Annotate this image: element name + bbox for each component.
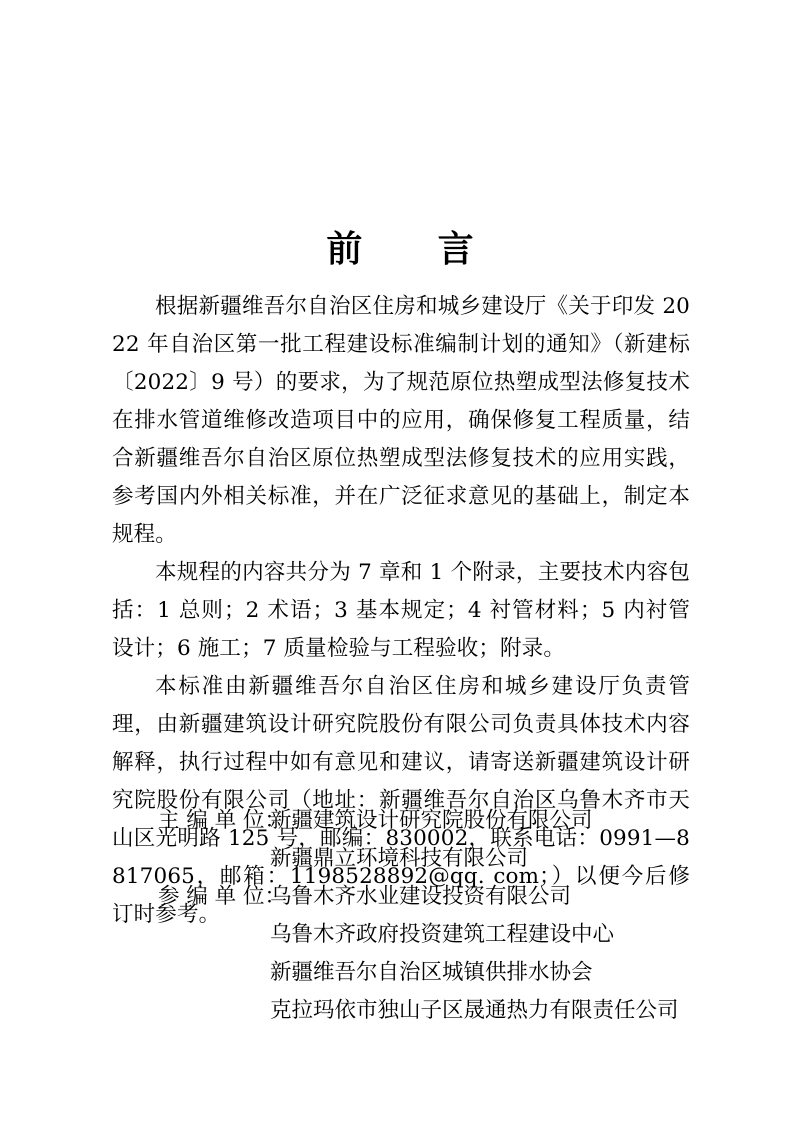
page-title: 前 言 [326,228,474,271]
list-item [112,802,690,840]
paragraph-administration-contact: 本标准由新疆维吾尔自治区住房和城乡建设厅负责管理，由新疆建筑设计研究院股份有限公司负责具体技术内容解释，执行过程中如有意见和建议，请寄送新疆建筑设计研究院股份有限公司（地址：新疆维吾尔自治区乌鲁木齐市天山区光明路 125 号，邮编：830002，联系电话：0991—8817065，邮箱：1198528892@qq. com；）以便今后修订时参考。 [112,674,690,927]
chief-editor-label: 主 编 单 位： [158,808,287,833]
organization-name: 新疆维吾尔自治区城镇供排水协会 [270,960,593,985]
organization-name: 乌鲁木齐水业建设投资有限公司 [270,884,572,909]
organization-list [112,802,690,1030]
list-item [112,954,690,992]
organization-name: 新疆建筑设计研究院股份有限公司 [270,808,593,833]
list-item [112,916,690,954]
organization-name: 乌鲁木齐政府投资建筑工程建设中心 [270,922,615,947]
paragraph-contents-outline: 本规程的内容共分为 7 章和 1 个附录，主要技术内容包括：1 总则；2 术语；3 基本规定；4 衬管材料；5 内衬管设计；6 施工；7 质量检验与工程验收；附录。 [112,560,690,661]
list-item [112,992,690,1030]
list-item [112,878,690,916]
paragraph-scope-basis: 根据新疆维吾尔自治区住房和城乡建设厅《关于印发 2022 年自治区第一批工程建设标准编制计划的通知》（新建标〔2022〕9 号）的要求，为了规范原位热塑成型法修复技术在排水管道维修改造项目中的应用，确保修复工程质量，结合新疆维吾尔自治区原位热塑成型法修复技术的应用实践，参考国内外相关标准，并在广泛征求意见的基础上，制定本规程。 [112,294,690,547]
list-item [112,840,690,878]
participating-editor-label: 参 编 单 位： [158,884,287,909]
organization-name: 新疆鼎立环境科技有限公司 [270,846,529,871]
organization-name: 克拉玛依市独山子区晟通热力有限责任公司 [270,998,679,1023]
